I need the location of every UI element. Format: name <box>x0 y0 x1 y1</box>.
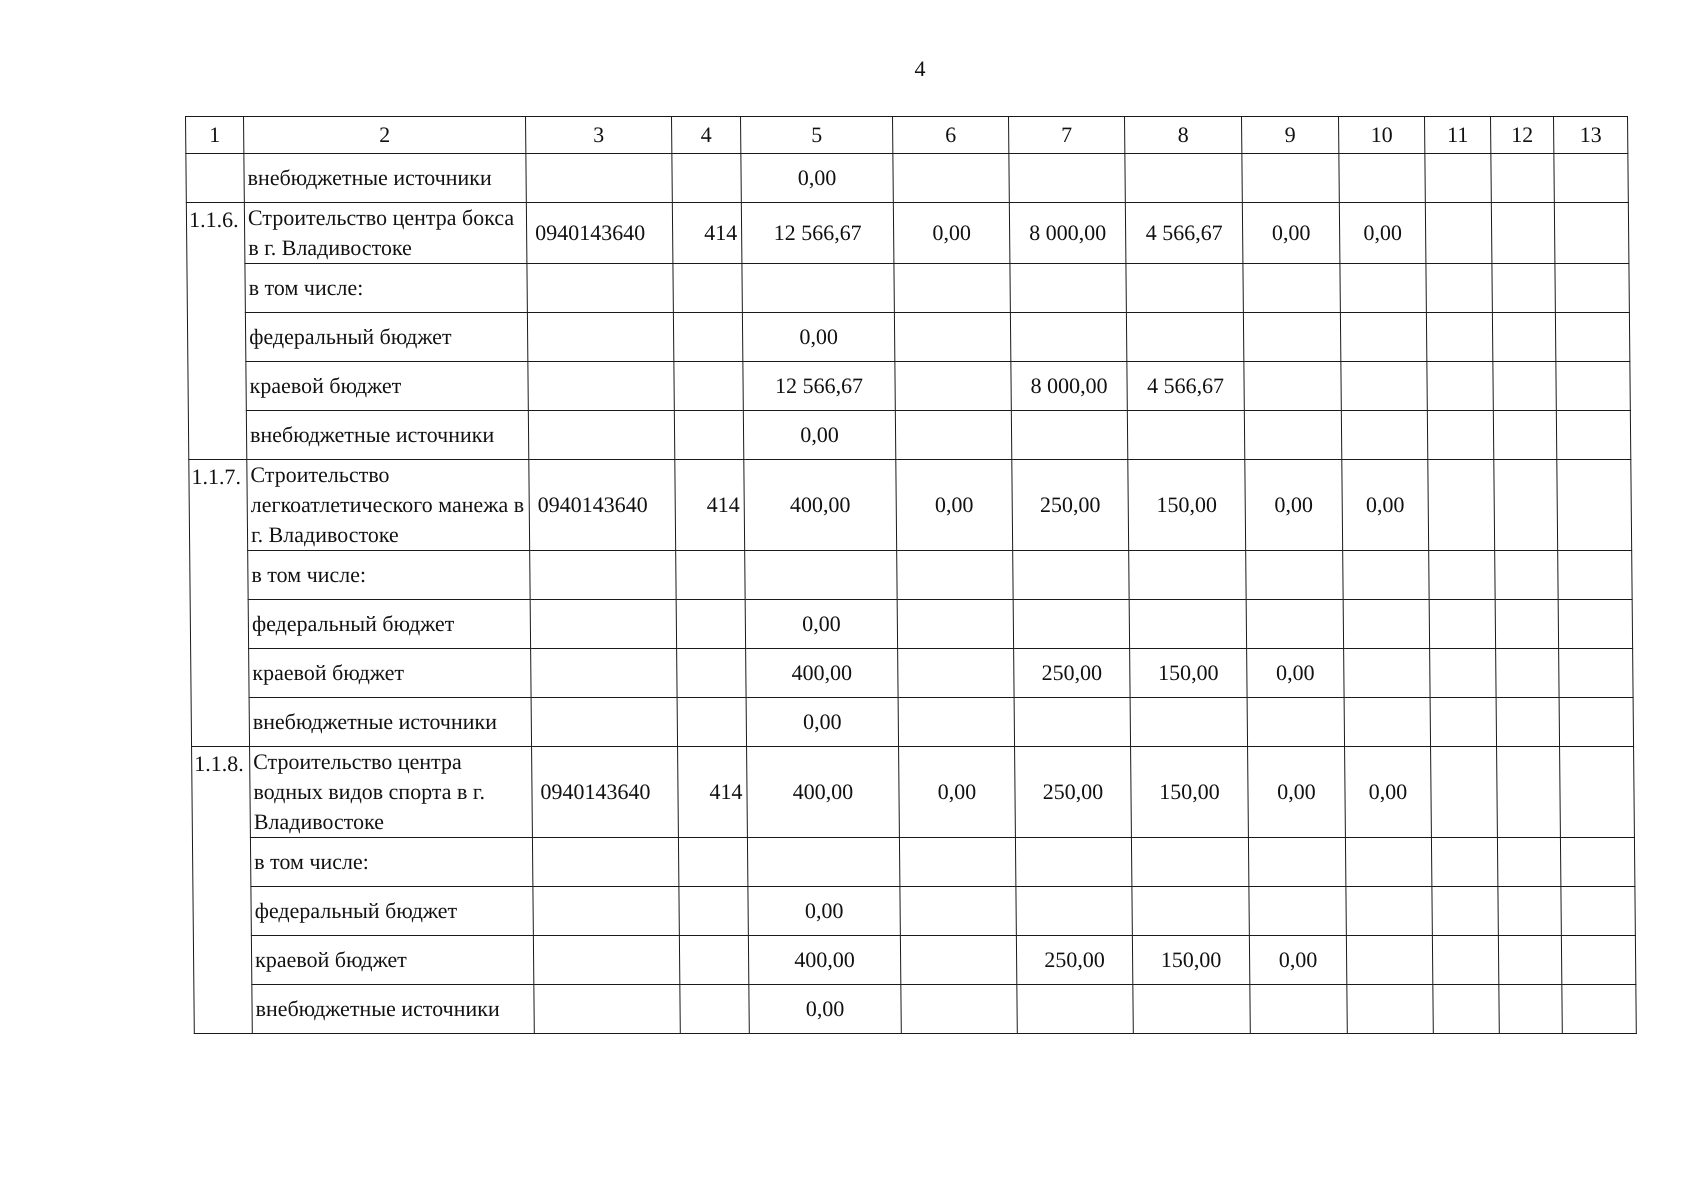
value-cell <box>680 985 749 1034</box>
value-cell <box>1243 313 1340 362</box>
value-cell <box>1433 985 1499 1034</box>
column-header: 10 <box>1339 117 1425 154</box>
value-cell <box>1430 649 1496 698</box>
value-cell <box>1015 838 1131 887</box>
value-cell <box>1431 747 1498 838</box>
value-cell <box>1432 887 1498 936</box>
value-cell <box>1491 203 1555 264</box>
value-cell: 0,00 <box>1345 747 1432 838</box>
value-cell <box>1429 600 1495 649</box>
value-cell <box>1425 154 1491 203</box>
value-cell <box>1497 747 1561 838</box>
item-name: Строительство центра водных видов спорта в г. Владивостоке <box>250 747 533 838</box>
value-cell <box>747 838 899 887</box>
value-cell <box>677 698 746 747</box>
value-cell <box>1554 203 1629 264</box>
item-name: Строительство легкоатлетического манежа в г. Владивостоке <box>247 460 530 551</box>
value-cell <box>1491 154 1554 203</box>
value-cell <box>1341 411 1427 460</box>
value-cell <box>1558 600 1632 649</box>
item-code: 0940143640 <box>529 460 676 551</box>
value-cell: 0,00 <box>1247 649 1344 698</box>
table-row <box>188 411 1630 460</box>
item-code: 0940143640 <box>532 747 679 838</box>
value-cell <box>1010 264 1126 313</box>
header-row <box>186 117 1628 154</box>
budget-table <box>185 116 1637 1034</box>
column-header: 1 <box>186 117 244 154</box>
value-cell: 150,00 <box>1128 460 1246 551</box>
row-label: внебюджетные источники <box>249 698 531 747</box>
table-row <box>194 985 1636 1034</box>
value-cell <box>897 551 1013 600</box>
column-header: 3 <box>526 117 672 154</box>
value-cell <box>1130 698 1247 747</box>
row-label: внебюджетные источники <box>246 411 528 460</box>
value-cell <box>1428 460 1495 551</box>
value-cell <box>1009 154 1125 203</box>
value-cell <box>1559 649 1633 698</box>
value-cell: 0,00 <box>1248 747 1346 838</box>
value-cell <box>531 698 677 747</box>
value-cell: 0,00 <box>896 460 1013 551</box>
row-label: федеральный бюджет <box>251 887 533 936</box>
value-cell <box>1129 600 1246 649</box>
value-cell <box>1432 936 1498 985</box>
value-cell <box>1346 887 1432 936</box>
value-cell <box>898 698 1014 747</box>
value-cell: 0,00 <box>748 887 900 936</box>
value-cell <box>1429 551 1495 600</box>
value-cell: 8 000,00 <box>1009 203 1126 264</box>
table-row <box>186 154 1628 203</box>
value-cell <box>530 600 676 649</box>
value-cell <box>1492 264 1555 313</box>
value-cell <box>1498 887 1561 936</box>
value-cell <box>528 362 674 411</box>
item-row <box>192 747 1635 838</box>
value-cell <box>894 313 1010 362</box>
value-cell <box>1558 551 1632 600</box>
value-cell: 150,00 <box>1131 747 1249 838</box>
value-cell <box>895 362 1011 411</box>
table-row <box>188 362 1630 411</box>
item-row <box>189 460 1632 551</box>
value-cell <box>679 887 748 936</box>
value-cell <box>530 551 676 600</box>
row-label: внебюджетные источники <box>244 154 526 203</box>
value-cell <box>1016 887 1132 936</box>
value-cell <box>1556 362 1630 411</box>
value-cell: 0,00 <box>745 600 897 649</box>
index-cell <box>186 154 244 203</box>
column-header: 8 <box>1125 117 1242 154</box>
value-cell: 0,00 <box>746 698 898 747</box>
value-cell <box>1244 411 1341 460</box>
value-cell <box>1244 362 1341 411</box>
value-cell <box>1425 203 1492 264</box>
item-kvr: 414 <box>672 203 742 264</box>
value-cell <box>1498 936 1561 985</box>
table-row <box>191 698 1633 747</box>
value-cell <box>1126 264 1243 313</box>
value-cell <box>674 362 743 411</box>
value-cell <box>1557 460 1632 551</box>
value-cell <box>1246 551 1343 600</box>
row-label: краевой бюджет <box>251 936 533 985</box>
value-cell <box>1496 649 1559 698</box>
value-cell: 0,00 <box>1249 936 1346 985</box>
row-label: в том числе: <box>245 264 527 313</box>
value-cell <box>676 600 745 649</box>
value-cell <box>1133 985 1250 1034</box>
value-cell: 400,00 <box>744 460 897 551</box>
value-cell <box>527 264 673 313</box>
value-cell: 0,00 <box>1342 460 1429 551</box>
value-cell <box>1493 362 1556 411</box>
column-header: 11 <box>1425 117 1491 154</box>
value-cell <box>1131 838 1248 887</box>
value-cell <box>1555 313 1629 362</box>
value-cell <box>1243 264 1340 313</box>
value-cell <box>1494 460 1558 551</box>
value-cell <box>1427 362 1493 411</box>
item-name: Строительство центра бокса в г. Владивостоке <box>244 203 527 264</box>
value-cell: 0,00 <box>743 411 895 460</box>
value-cell <box>1248 838 1345 887</box>
value-cell <box>679 936 748 985</box>
value-cell <box>1343 551 1429 600</box>
value-cell: 400,00 <box>746 649 898 698</box>
table-row <box>191 649 1633 698</box>
value-cell: 4 566,67 <box>1127 362 1244 411</box>
value-cell <box>901 985 1017 1034</box>
value-cell <box>1127 411 1244 460</box>
value-cell: 400,00 <box>747 747 900 838</box>
value-cell <box>898 649 1014 698</box>
value-cell <box>1017 985 1133 1034</box>
value-cell <box>894 264 1010 313</box>
value-cell: 12 566,67 <box>741 203 894 264</box>
value-cell <box>1247 698 1344 747</box>
value-cell <box>1495 551 1558 600</box>
value-cell <box>897 600 1013 649</box>
value-cell: 250,00 <box>1016 936 1132 985</box>
value-cell <box>1343 600 1429 649</box>
column-header: 2 <box>244 117 526 154</box>
value-cell <box>1431 838 1497 887</box>
item-row <box>186 203 1629 264</box>
value-cell <box>672 154 741 203</box>
value-cell <box>1495 600 1558 649</box>
table-row <box>193 936 1635 985</box>
value-cell <box>1339 154 1425 203</box>
value-cell <box>1427 411 1493 460</box>
value-cell <box>677 649 746 698</box>
value-cell <box>527 313 673 362</box>
value-cell <box>1347 985 1433 1034</box>
column-header: 12 <box>1491 117 1554 154</box>
value-cell <box>1340 313 1426 362</box>
value-cell: 4 566,67 <box>1125 203 1243 264</box>
value-cell <box>1246 600 1343 649</box>
item-kvr: 414 <box>675 460 745 551</box>
table-row <box>190 600 1632 649</box>
column-header: 5 <box>741 117 893 154</box>
value-cell <box>1559 698 1633 747</box>
value-cell <box>745 551 897 600</box>
value-cell <box>1132 887 1249 936</box>
value-cell: 400,00 <box>748 936 900 985</box>
value-cell <box>532 838 678 887</box>
value-cell <box>1497 838 1560 887</box>
value-cell <box>531 649 677 698</box>
value-cell <box>1346 936 1432 985</box>
value-cell <box>674 411 743 460</box>
value-cell: 250,00 <box>1014 649 1130 698</box>
value-cell <box>1345 838 1431 887</box>
value-cell <box>534 985 680 1034</box>
value-cell <box>1492 313 1555 362</box>
value-cell <box>1560 747 1635 838</box>
column-header: 4 <box>672 117 741 154</box>
value-cell <box>1426 313 1492 362</box>
table-row <box>187 313 1629 362</box>
value-cell <box>1556 411 1630 460</box>
value-cell <box>1010 313 1126 362</box>
value-cell <box>1341 362 1427 411</box>
value-cell <box>1496 698 1559 747</box>
item-index: 1.1.8. <box>192 747 253 1034</box>
value-cell <box>1499 985 1562 1034</box>
value-cell <box>900 936 1016 985</box>
value-cell <box>1561 936 1635 985</box>
value-cell <box>533 887 679 936</box>
column-header: 7 <box>1009 117 1125 154</box>
value-cell <box>742 264 894 313</box>
value-cell <box>1242 154 1339 203</box>
row-label: краевой бюджет <box>246 362 528 411</box>
row-label: краевой бюджет <box>249 649 531 698</box>
value-cell <box>1344 649 1430 698</box>
value-cell: 150,00 <box>1130 649 1247 698</box>
value-cell <box>678 838 747 887</box>
table-row <box>187 264 1629 313</box>
table-row <box>190 551 1632 600</box>
table-row <box>193 887 1635 936</box>
value-cell <box>676 551 745 600</box>
column-header: 9 <box>1242 117 1339 154</box>
value-cell: 0,00 <box>1339 203 1426 264</box>
value-cell: 0,00 <box>741 154 893 203</box>
value-cell: 0,00 <box>899 747 1016 838</box>
value-cell <box>1555 264 1629 313</box>
value-cell: 0,00 <box>742 313 894 362</box>
value-cell: 150,00 <box>1132 936 1249 985</box>
value-cell <box>1340 264 1426 313</box>
table-row <box>192 838 1634 887</box>
value-cell: 0,00 <box>1242 203 1340 264</box>
value-cell <box>1013 551 1129 600</box>
value-cell <box>1562 985 1636 1034</box>
value-cell <box>528 411 674 460</box>
value-cell <box>1493 411 1556 460</box>
value-cell <box>1013 600 1129 649</box>
row-label: внебюджетные источники <box>252 985 534 1034</box>
item-index: 1.1.6. <box>186 203 246 460</box>
row-label: в том числе: <box>248 551 530 600</box>
value-cell <box>1554 154 1628 203</box>
value-cell: 250,00 <box>1012 460 1129 551</box>
value-cell <box>893 154 1009 203</box>
item-index: 1.1.7. <box>189 460 250 747</box>
item-code: 0940143640 <box>526 203 673 264</box>
value-cell: 8 000,00 <box>1011 362 1127 411</box>
value-cell <box>1249 887 1346 936</box>
item-kvr: 414 <box>678 747 748 838</box>
column-header: 6 <box>893 117 1009 154</box>
value-cell <box>533 936 679 985</box>
value-cell <box>900 887 1016 936</box>
column-header: 13 <box>1554 117 1628 154</box>
value-cell <box>673 313 742 362</box>
value-cell <box>1250 985 1347 1034</box>
value-cell <box>1125 154 1242 203</box>
value-cell: 0,00 <box>1245 460 1343 551</box>
value-cell <box>899 838 1015 887</box>
value-cell: 250,00 <box>1015 747 1132 838</box>
value-cell <box>1011 411 1127 460</box>
value-cell: 0,00 <box>749 985 901 1034</box>
value-cell <box>1129 551 1246 600</box>
row-label: федеральный бюджет <box>248 600 530 649</box>
value-cell: 0,00 <box>893 203 1010 264</box>
value-cell: 12 566,67 <box>743 362 895 411</box>
row-label: федеральный бюджет <box>245 313 527 362</box>
value-cell <box>1560 838 1634 887</box>
value-cell <box>526 154 672 203</box>
page-number: 4 <box>914 56 926 81</box>
value-cell <box>1561 887 1635 936</box>
value-cell <box>1344 698 1430 747</box>
value-cell <box>673 264 742 313</box>
value-cell <box>1430 698 1496 747</box>
value-cell <box>1014 698 1130 747</box>
value-cell <box>1126 313 1243 362</box>
row-label: в том числе: <box>250 838 532 887</box>
value-cell <box>1426 264 1492 313</box>
value-cell <box>895 411 1011 460</box>
